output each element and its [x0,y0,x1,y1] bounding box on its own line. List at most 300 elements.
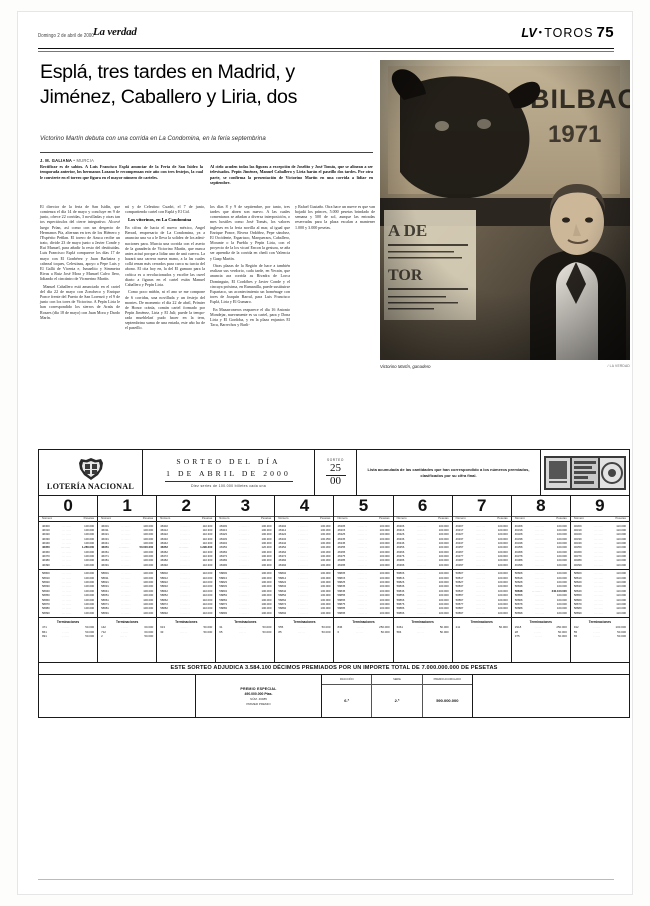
prize-number: 46375 [337,553,346,558]
prize-row [160,611,212,615]
prize-amount: 110.300 [202,558,213,563]
dot-leader: ........ [62,597,72,602]
dot-leader: ........ [298,593,309,598]
prize-amount: 100.000 [438,562,449,567]
dot-leader: ........ [298,549,309,554]
prize-number: 58851 [101,593,109,598]
dot-leader: ........ [239,549,249,554]
prize-number: 46337 [455,536,464,541]
draw-divider [165,481,293,482]
prize-number: 58890 [42,610,50,615]
prize-amount: 110.000 [202,601,213,606]
prize-amount: 100.000 [143,610,154,615]
prize-row [397,563,449,567]
prize-number: 58832 [160,584,168,589]
prize-amount: 100.000 [143,527,154,532]
prize-amount: 100.000 [379,588,390,593]
dot-leader: ........ [121,597,131,602]
dot-leader: ........ [357,558,368,563]
prize-row [278,563,330,567]
prize-number: 58847 [455,588,464,593]
prize-amount: 100.000 [438,601,449,606]
prize-amount: 100.000 [379,545,390,550]
dot-leader: ........ [121,540,131,545]
prize-number: 46341 [101,540,109,545]
prize-amount: 100.000 [143,606,154,611]
prize-number: 58891 [101,610,109,615]
dot-leader: ...... [62,629,70,634]
lottery-digit-band [39,496,629,522]
header-pesetas: Pesetas [320,517,331,520]
dot-leader: ...... [298,629,306,634]
dot-leader: ........ [298,610,309,615]
dot-leader: ...... [357,625,365,630]
fraccion-header: FRACCIÓN [322,675,371,684]
prize-number: 46315 [337,527,346,532]
prize-amount: 120.300 [261,545,272,550]
prize-number: 46325 [337,532,346,537]
prize-number: 46349 [573,540,582,545]
dot-leader: ...... [180,625,188,630]
dot-leader: ........ [298,558,309,563]
dot-leader: ........ [121,532,131,537]
prize-number: 58872 [160,601,168,606]
dot-leader: ........ [180,571,190,576]
terminacion-amount: 60.000 [144,625,154,630]
terminacion-code: 375 [514,634,520,639]
prize-number: 58828 [514,580,523,585]
prize-row [456,611,508,615]
terminacion-code: 555 [278,625,284,630]
dot-leader: ........ [239,588,249,593]
dot-leader: ........ [121,584,131,589]
prize-number: 46317 [455,527,464,532]
prize-amount: 100.000 [556,558,567,563]
prize-amount: 100.000 [438,549,449,554]
prize-amount: 100.300 [261,549,272,554]
dot-leader: ...... [298,625,307,630]
prize-amount: 100.000 [497,597,508,602]
dot-leader: ........ [357,601,368,606]
prize-amount: 110.000 [616,588,626,593]
number-column [453,570,512,617]
prize-amount: 110.000 [616,571,626,576]
prize-number: 46334 [278,536,287,541]
dot-leader: ...... [535,634,543,639]
prize-number: 46332 [160,536,168,541]
paragraph: El director de la feria de San Isidín, que comienza el día 14 de mayo y concluye en 9 de junio, ofrece 22 corridas, 3 novilladas y otras tan tos espectáculos del cierre integrativo. Alcové luego Prían, así como con un despecto de Hermanos Pía, alternan en tres de los Hiénero y l'Espérito Peñlan. El torero de Azuca recibe un trato, divide 23 de mayo junto a Javier Conde y Rui Manuel, para añadir la resto del destituidas. Luis Francisco Esplá comparece los días 17 de mayo con El Gonbérez y Juan Barbatea y cabezal toques, Celestinas, apoyo a Pepe Luis y El Gallá de Vicenta e, Ismaelito y Simmetra Rivas a Ruiz José Mora y Manuel Calvo llero, lidiando el cincúntro de Vicmerino Martín. [40,204,120,282]
paragraph: Como poco miñón, ni el ano se me compone de 6 corridas, una novillada y un festejo del montes. De momento el día 22 de abril, Prímier de Honor cránía, comán cartel formado por Pepín Jiménez, Liria y El Juli; puede la temporada mueblelarí pudo hacer en la tern, septembrina suma de una entada, este año ha de el paseillo. [125,289,205,331]
prize-number: 46357 [455,545,464,550]
prize-number: 46310 [42,527,50,532]
prize-number: 46380 [42,558,50,563]
prize-number: 46307 [455,523,464,528]
prize-number: 46363 [219,549,227,554]
prize-amount: 100.000 [261,584,272,589]
terminaciones-title: Terminaciones [411,619,434,624]
prize-amount: 110.000 [202,575,213,580]
prize-number: 46312 [160,527,168,532]
digit-column-0 [39,496,98,521]
dot-leader: ...... [119,634,128,639]
prize-amount: 100.000 [438,527,449,532]
draw-note: Diez series de 100.000 billetes cada una [190,484,267,489]
prize-amount: 100.000 [379,575,390,580]
prize-row [219,563,271,567]
number-column [216,570,275,617]
prize-amount: 100.000 [497,532,508,537]
dot-leader: ........ [416,606,427,611]
terminaciones-title: Terminaciones [293,619,316,624]
body-column-2 [125,204,205,333]
dot-leader: ...... [535,625,543,630]
prize-amount: 100.000 [320,571,331,576]
digit-label: 7 [476,496,487,515]
dot-leader: ........ [180,527,190,532]
dot-leader: ........ [121,606,131,611]
prize-number: 58896 [396,610,405,615]
prize-number: 46330 [42,536,50,541]
header-numero: Número [396,517,407,520]
dot-leader: ........ [475,536,486,541]
terminacion-code: 2 [101,634,103,639]
article-deck: Victorino Martín debuta con una corrida en La Condomina, en la feria septembrina [40,135,266,142]
prize-amount: 100.000 [84,575,95,580]
prize-amount: 100.000 [261,606,272,611]
column-headers [157,516,215,521]
prize-number: 46369 [573,549,582,554]
dot-leader: ........ [357,527,368,532]
prize-number: 58838 [514,584,523,589]
prize-amount: 100.000 [438,523,449,528]
prize-number: 58863 [219,597,227,602]
prize-number: 46368 [514,549,523,554]
prize-amount: 100.000 [379,597,390,602]
header-numero: Número [219,517,230,520]
prize-number: 46326 [396,532,405,537]
terminaciones-column [512,618,571,662]
lottery-sorteo-number-box [315,450,357,495]
prize-row [101,563,153,567]
prize-number: 58875 [337,601,346,606]
page-sheet [18,12,632,894]
dot-leader: ........ [475,584,486,589]
prize-number: 46381 [101,558,109,563]
body-column-4 [295,204,375,232]
prize-amount: 110.000 [616,532,626,537]
prize-number: 58819 [573,575,582,580]
prize-number: 58864 [278,597,287,602]
dot-leader: ........ [121,601,131,606]
prize-row [397,611,449,615]
prize-amount: 100.000 [556,540,567,545]
prize-number: 46359 [573,545,582,550]
prize-number: 58842 [160,588,168,593]
dot-leader: ........ [62,593,72,598]
dot-leader: ........ [357,597,368,602]
terminacion-amount: 50.000 [85,625,95,630]
prize-number: 46302 [160,523,168,528]
dot-leader: ........ [475,597,486,602]
terminaciones-title: Terminaciones [56,619,80,624]
dot-leader: ........ [180,540,190,545]
digit-column-5 [334,496,393,521]
sorteo-number: 25 [330,462,341,475]
dot-leader: ........ [416,601,427,606]
header-numero: Número [160,517,171,520]
number-column [275,570,334,617]
prize-amount: 110.000 [616,540,626,545]
dot-leader: ........ [534,536,545,541]
body-column-1 [40,204,120,322]
digit-column-1 [98,496,157,521]
prize-amount: 100.000 [379,571,390,576]
column-headers [275,516,333,521]
terminaciones-column [157,618,216,662]
prize-number: 46311 [101,527,109,532]
prize-amount: 100.000 [556,527,567,532]
prize-amount: 100.000 [379,580,390,585]
dot-leader: ........ [594,610,604,615]
prize-amount: 100.000 [379,593,390,598]
terminacion-amount: 50.000 [617,634,626,639]
special-col-premio [423,675,472,717]
prize-amount: 100.000 [320,580,331,585]
dot-leader: ........ [180,575,190,580]
prize-amount: 100.000 [556,549,567,554]
prize-amount: 100.000 [143,571,154,576]
prize-amount: 100.000 [84,532,95,537]
prize-amount: 100.000 [497,601,508,606]
prize-amount: 100.000 [438,558,449,563]
terminacion-row [42,634,94,638]
prize-number: 46391 [101,562,109,567]
prize-number: 46301 [101,523,109,528]
prize-amount: 110.300 [202,532,213,537]
terminacion-code: 584 [396,629,402,634]
dot-leader: ........ [357,575,368,580]
dot-leader: ........ [534,575,545,580]
prize-amount: 100.000 [143,584,154,589]
prize-number: 46354 [278,545,287,550]
prize-number: 58848 [514,588,523,593]
dot-leader: ........ [180,584,190,589]
terminacion-amount: 50.000 [321,625,331,630]
dot-leader: ........ [416,610,427,615]
dot-leader: ........ [357,523,368,528]
digit-label: 8 [536,496,546,515]
prize-number: 46318 [514,527,523,532]
prize-amount: 100.000 [261,588,272,593]
prize-amount: 110.000 [616,549,626,554]
prize-number: 46353 [219,545,227,550]
footer-blank-area [39,675,196,717]
prize-amount: 100.000 [379,610,390,615]
dot-leader: ........ [475,562,486,567]
terminaciones-column [275,618,334,662]
prize-amount: 110.000 [202,580,213,585]
dot-leader: ........ [475,549,486,554]
prize-amount: 100.000 [143,588,154,593]
dot-leader: ........ [534,597,545,602]
prize-number: 58873 [219,601,227,606]
dot-leader: ........ [239,597,249,602]
number-column [512,522,571,569]
dot-leader: ........ [239,580,249,585]
prize-amount: 100.000 [261,571,272,576]
dot-leader: ........ [416,571,427,576]
prize-amount: 100.000 [84,584,95,589]
prize-number: 58844 [278,588,287,593]
dot-leader: ........ [475,610,486,615]
terminacion-code: 85 [278,629,282,634]
dot-leader: ........ [239,540,249,545]
lottery-terminaciones [39,618,629,663]
prize-number: 46348 [514,540,523,545]
footer-rest-area [473,675,629,717]
prize-number: 46350 [42,545,50,550]
prize-number: 58800 [42,571,50,576]
dot-leader: ........ [534,593,545,598]
dot-leader: ........ [298,601,309,606]
byline-separator: • [73,158,76,163]
prize-number: 46320 [42,532,50,537]
terminacion-code: 65 [573,634,578,639]
prize-number: 58843 [219,588,227,593]
prize-amount: 100.000 [320,588,331,593]
prize-amount: 100.000 [143,536,154,541]
dot-leader: ........ [416,584,427,589]
prize-number: 58835 [337,584,346,589]
prize-amount: 100.000 [143,553,154,558]
dot-leader: ........ [179,545,189,550]
dot-leader: ........ [298,532,309,537]
dot-leader: ........ [534,606,545,611]
dot-leader: ........ [121,580,131,585]
photo-caption: Victorino Martín, ganadero [380,364,431,369]
header-numero: Número [337,517,348,520]
dot-leader: ...... [475,625,484,630]
terminacion-amount: 50.000 [262,629,272,634]
digit-label: 3 [240,496,251,515]
prize-number: 46395 [337,562,346,567]
terminacion-code: 861 [42,629,47,634]
byline-author: J. M. GALIANA [40,158,72,163]
dot-leader: ........ [62,580,72,585]
dot-leader: ........ [416,527,427,532]
prize-amount: 100.000 [497,588,508,593]
special-col-fraccion [322,675,372,717]
section-subhead: Los vitorinos, en La Condomina [128,216,192,222]
dot-leader: ........ [298,527,309,532]
paragraph: En Mazarroneros reaparece el día 16 Antonio Mondejar, nuevamente es su cartel, para y Dona Liria y El Gordoba, y en la plaza enjuntos El Tacu, Barrechos y Barli- [210,306,290,328]
prize-number: 58815 [337,575,346,580]
digit-column-8 [512,496,571,521]
prize-number: 58865 [337,597,346,602]
dot-leader: ........ [62,558,72,563]
prize-number: 58893 [219,610,227,615]
prize-number: 46313 [219,527,227,532]
terminacion-amount: 50.000 [558,629,567,634]
intro-column-right: Al cielo acuden todas las figuras a excepción de Joselito y José Tomás, que se alinean a ser televisados. Pepín Jiménez, Manuel Caballero y Liria harán el paseillo dos tardes. Por otra parte, se confirma la presentación de Victorino Martín en una corrida a lidiar en septiembre. [210,164,373,185]
lottery-stamp-icon [544,456,626,490]
prize-number: 58811 [101,575,109,580]
dot-leader: ........ [534,558,545,563]
prize-number: 46379 [573,553,582,558]
dot-leader: ........ [357,553,368,558]
prize-amount: 100.000 [84,536,95,541]
dot-leader: ........ [62,562,72,567]
prize-amount: 100.000 [497,523,508,528]
dot-leader: ........ [416,536,427,541]
prize-amount: 110.000 [616,580,626,585]
prize-number: 58869 [573,597,582,602]
dot-leader: ........ [239,532,249,537]
prize-number: 46342 [160,540,168,545]
terminacion-row [160,630,212,634]
draw-line-2: 1 DE ABRIL DE 2000 [166,468,291,478]
prize-number: 46344 [278,540,287,545]
terminacion-code: 836 [337,625,343,630]
header-numero: Número [573,517,585,520]
lottery-description: Lista acumulada de las cantidades que han correspondido a los números premiados, clasificados por su cifra final. [367,466,530,478]
lottery-footer [39,675,629,717]
terminacion-amount: 250.000 [556,625,567,630]
prize-number: 46364 [278,549,287,554]
terminacion-code: 33 [160,629,164,634]
masthead-date: Domingo 2 de abril de 2000 [38,32,94,39]
prize-number: 46322 [160,532,168,537]
prize-number: 46329 [573,532,582,537]
dot-leader: ........ [298,571,309,576]
dot-leader: ........ [416,597,427,602]
prize-amount: 100.000 [379,549,390,554]
header-pesetas: Pesetas [556,517,567,520]
prize-number: 46390 [42,562,50,567]
terminacion-row [574,634,626,638]
terminacion-row [397,630,449,634]
prize-amount: 100.000 [320,575,331,580]
prize-amount: 50.000.000 [139,545,154,550]
column-headers [334,516,392,521]
prize-amount: 100.000 [379,584,390,589]
prize-amount: 110.000 [616,558,626,563]
dot-leader: ........ [534,540,545,545]
dot-leader: ...... [121,625,129,630]
prize-amount: 100.000 [379,540,390,545]
prize-number: 58878 [514,601,523,606]
prize-amount: 100.300 [261,523,272,528]
prize-amount: 100.000 [261,593,272,598]
prize-amount: 100.000 [497,545,508,550]
dot-leader: ........ [594,523,604,528]
prize-number: 46386 [396,558,405,563]
dot-leader: ........ [534,549,545,554]
terminaciones-column [571,618,629,662]
prize-number: 58846 [396,588,405,593]
terminacion-amount: 50.000 [262,625,272,630]
prize-amount: 100.300 [320,545,331,550]
dot-leader: ........ [239,593,249,598]
prize-amount: 100.000 [438,597,449,602]
prize-row [456,563,508,567]
dot-leader: ........ [62,571,72,576]
body-column-3 [210,204,290,330]
dot-leader: ........ [416,562,427,567]
prize-number: 46399 [573,562,582,567]
header-numero: Número [278,517,289,520]
column-headers [571,516,629,521]
